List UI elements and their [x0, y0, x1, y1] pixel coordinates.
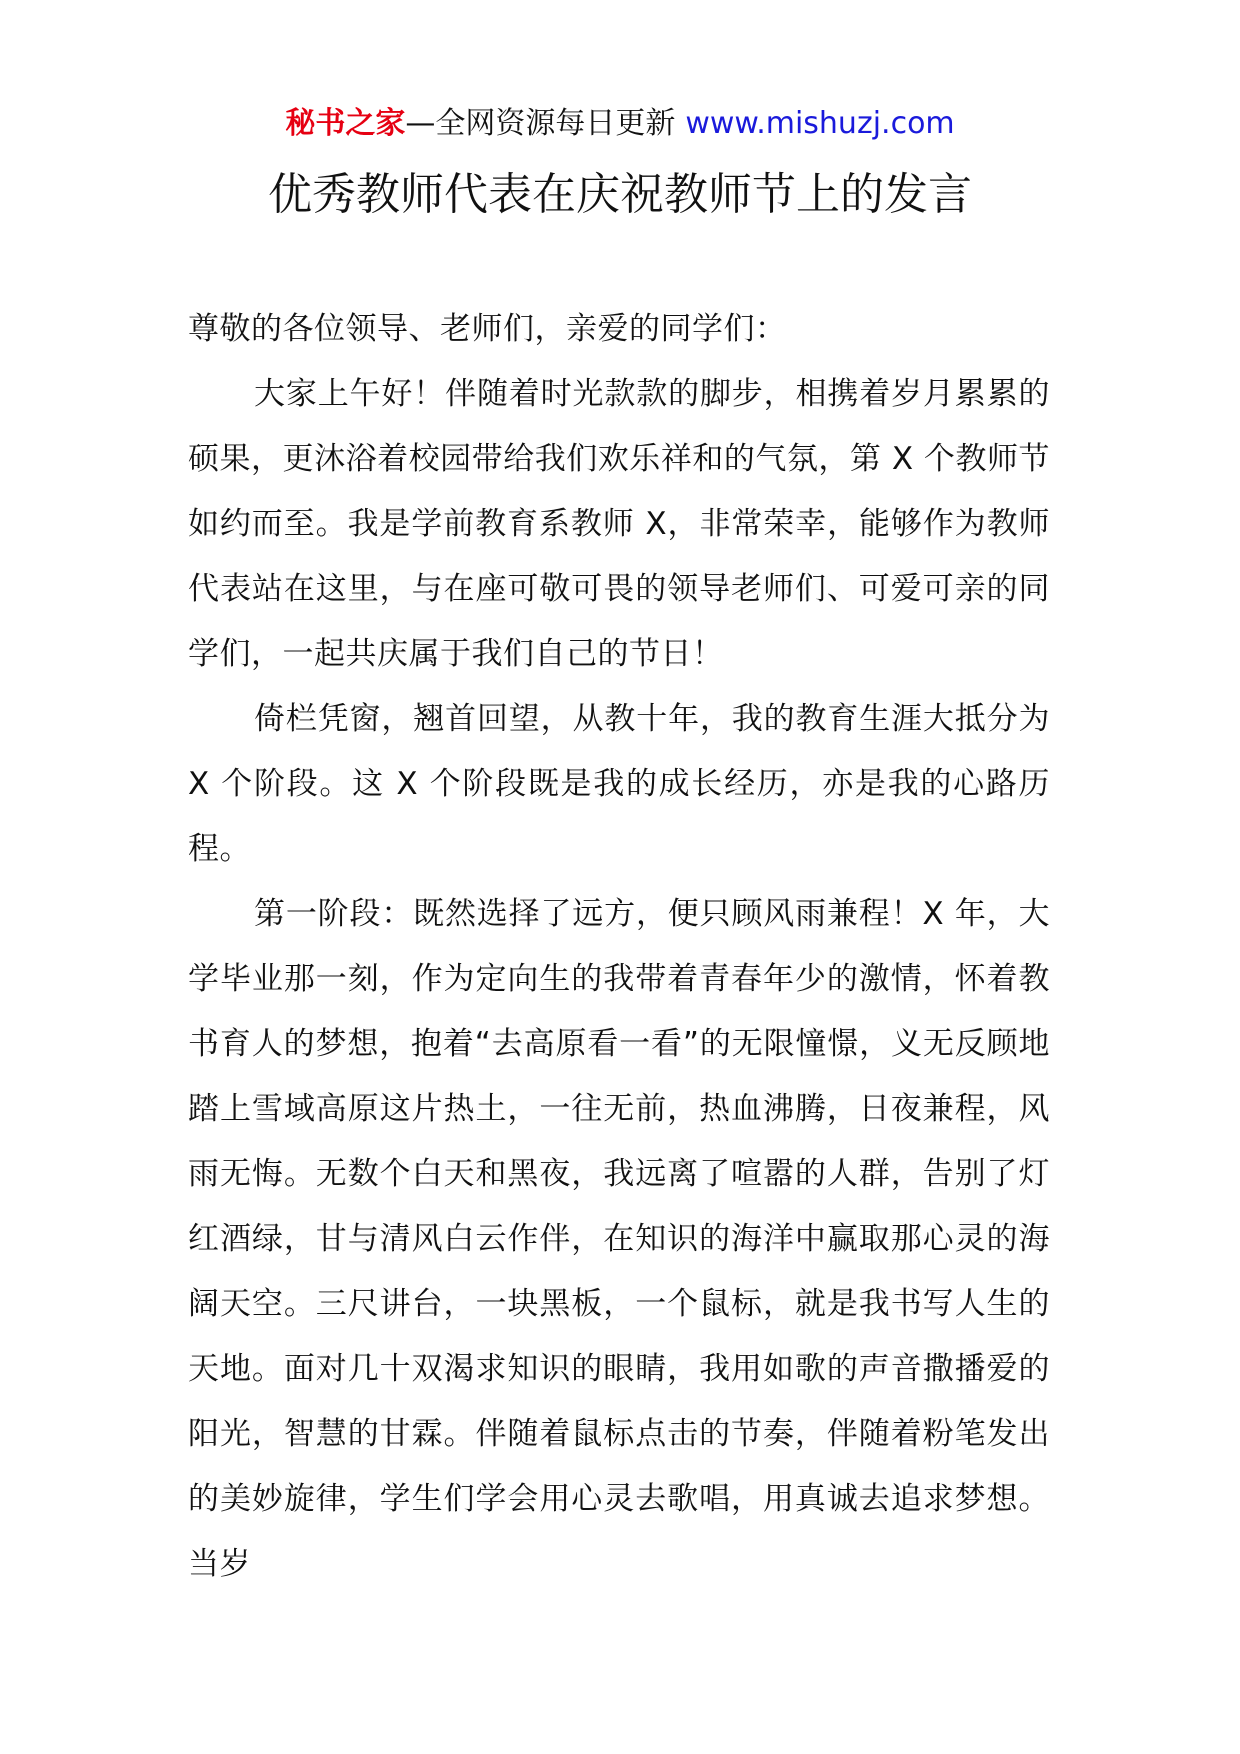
site-tagline: —全网资源每日更新: [405, 106, 676, 141]
document-title: 优秀教师代表在庆祝教师节上的发言: [268, 169, 972, 220]
site-url-link[interactable]: www.mishuzj.com: [685, 106, 955, 141]
document-body: [188, 297, 1050, 1597]
site-header: [0, 104, 1240, 144]
paragraph: 大家上午好！伴随着时光款款的脚步，相携着岁月累累的硕果，更沐浴着校园带给我们欢乐祥和的气氛，第 X 个教师节如约而至。我是学前教育系教师 X，非常荣幸，能够作为教师代表站在这里，与在座可敬可畏的领导老师们、可爱可亲的同学们，一起共庆属于我们自己的节日！: [188, 376, 1050, 672]
brand-name: 秘书之家: [285, 106, 406, 141]
paragraph: 倚栏凭窗，翘首回望，从教十年，我的教育生涯大抵分为 X 个阶段。这 X 个阶段既是我的成长经历，亦是我的心路历程。: [188, 701, 1050, 867]
salutation: 尊敬的各位领导、老师们，亲爱的同学们：: [188, 311, 787, 347]
paragraph: 第一阶段：既然选择了远方，便只顾风雨兼程！X 年，大学毕业那一刻，作为定向生的我带着青春年少的激情，怀着教书育人的梦想，抱着“去高原看一看”的无限憧憬，义无反顾地踏上雪域高原这片热土，一往无前，热血沸腾，日夜兼程，风雨无悔。无数个白天和黑夜，我远离了喧嚣的人群，告别了灯红酒绿，甘与清风白云作伴，在知识的海洋中赢取那心灵的海阔天空。三尺讲台，一块黑板，一个鼠标，就是我书写人生的天地。面对几十双渴求知识的眼睛，我用如歌的声音撒播爱的阳光，智慧的甘霖。伴随着鼠标点击的节奏，伴随着粉笔发出的美妙旋律，学生们学会用心灵去歌唱，用真诚去追求梦想。当岁: [188, 896, 1050, 1582]
